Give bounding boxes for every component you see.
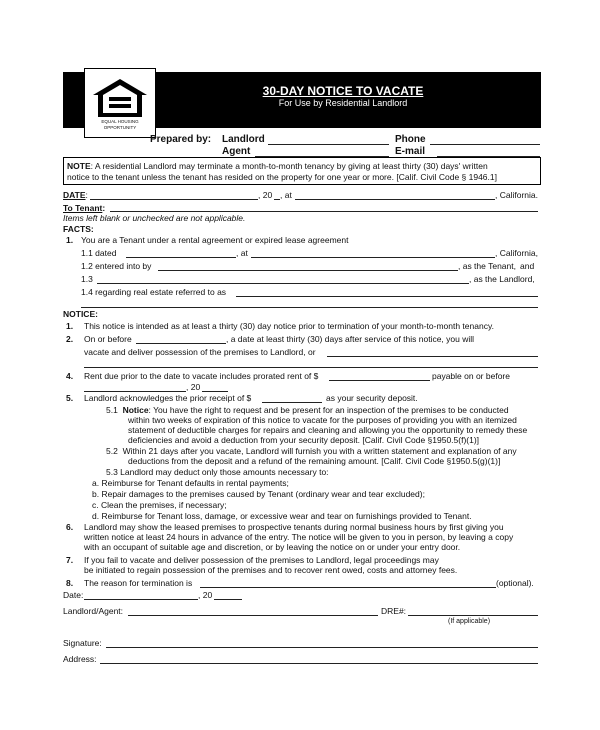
deduction-d: d. Reimburse for Tenant loss, damage, or excessive wear and tear on furnishings provided to Tenant.	[92, 511, 472, 521]
date-at-label: , at	[280, 190, 292, 200]
notice-2-text-c: vacate and deliver possession of the premises to Landlord, or	[84, 347, 316, 357]
prorated-rent-field[interactable]	[329, 380, 430, 381]
logo-text: EQUAL HOUSING OPPORTUNITY	[101, 119, 139, 130]
notice-5-3: 5.3 Landlord may deduct only those amounts necessary to:	[106, 467, 329, 477]
facts-at-field[interactable]	[251, 257, 495, 258]
notice-5-number: 5.	[66, 393, 74, 403]
optional-label: (optional).	[496, 578, 534, 588]
notice-7-number: 7.	[66, 555, 74, 565]
prorated-year-field[interactable]	[202, 391, 228, 392]
sign-year-field[interactable]	[214, 599, 242, 600]
phone-field[interactable]	[430, 144, 540, 145]
facts-1-2-label: 1.2 entered into by	[81, 261, 152, 271]
notice-5-text-b: as your security deposit.	[326, 393, 418, 403]
facts-1-1-california: , California,	[495, 248, 538, 258]
landlord-agent-field[interactable]	[128, 615, 378, 616]
address-field[interactable]	[100, 663, 538, 664]
form-subtitle: For Use by Residential Landlord	[278, 98, 408, 108]
notice-7-line-2: be initiated to regain possession of the premises and to recover rent owed, costs and attorney fees.	[84, 565, 458, 575]
prorated-due-field[interactable]	[84, 391, 186, 392]
date-label: DATE	[63, 190, 86, 200]
sign-date-field[interactable]	[84, 599, 198, 600]
notice-5-2-line-2	[128, 456, 500, 466]
facts-1-1-at: , at	[236, 248, 248, 258]
note-label: NOTE	[67, 161, 91, 171]
form-title: 30-DAY NOTICE TO VACATE	[262, 84, 424, 98]
notice-6-line-2: written notice at least 24 hours in advance of the entry. The notice will be given to you in person, by leaving a copy	[84, 532, 514, 542]
facts-dated-field[interactable]	[126, 257, 236, 258]
notice-4-text-c: , 20	[186, 382, 201, 392]
signature-label: Signature:	[63, 638, 102, 648]
equal-housing-icon	[85, 73, 155, 121]
prepared-by-label: Prepared by:	[150, 134, 212, 145]
equal-housing-logo	[84, 68, 156, 138]
notice-4-text-a: Rent due prior to the date to vacate includes prorated rent of $	[84, 371, 319, 381]
notice-8-text: The reason for termination is	[84, 578, 193, 588]
signature-field[interactable]	[106, 647, 538, 648]
notice-1-number: 1.	[66, 321, 74, 331]
notice-1-text: This notice is intended as at least a thirty (30) day notice prior to termination of your month-to-month tenancy.	[84, 321, 494, 331]
notice-5-1-line-2: within two weeks of expiration of this notice to vacate for the purposes of providing you with an itemized	[128, 415, 517, 425]
notice-7-line-1: If you fail to vacate and deliver possession of the premises to Landlord, legal proceedings may	[84, 555, 439, 565]
facts-heading: FACTS:	[63, 224, 94, 234]
facts-1-2-and: and	[520, 261, 535, 271]
notice-8-number: 8.	[66, 578, 74, 588]
facts-1-1-label: 1.1 dated	[81, 248, 117, 258]
notice-2-number: 2.	[66, 334, 74, 344]
notice-5-1-line-3: statement of deductible charges for repairs and cleaning and allowing you the opportunity to remedy these	[128, 425, 528, 435]
landlord-label: Landlord	[222, 134, 265, 145]
facts-1-4-label: 1.4 regarding real estate referred to as	[81, 287, 227, 297]
tenant-label: To Tenant	[63, 203, 103, 213]
facts-tenant-field[interactable]	[158, 270, 458, 271]
date-line: DATE:	[63, 190, 88, 200]
note-line-2: notice to the tenant unless the tenant has resided on the property for one year or more. [Calif. Civil Code § 1946.1]	[67, 172, 497, 182]
notice-5-text-a: Landlord acknowledges the prior receipt of $	[84, 393, 252, 403]
vacate-other-field[interactable]	[327, 356, 538, 357]
vacate-other-field-2[interactable]	[84, 367, 538, 368]
notice-6-line-1: Landlord may show the leased premises to prospective tenants during normal business hours by first giving you	[84, 522, 504, 532]
notice-5-1-line-4: deficiencies and avoid a deduction from your security deposit. [Calif. Civil Code §1950.5(f)(1)]	[128, 435, 480, 445]
notice-2-text-b: , a date at least thirty (30) days after service of this notice, you will	[226, 334, 475, 344]
notice-5-1-number: 5.1	[106, 405, 118, 415]
sign-date-label: Date:	[63, 590, 84, 600]
tenant-line: To Tenant:	[63, 203, 106, 213]
deduction-a: a. Reimburse for Tenant defaults in rental payments;	[92, 478, 289, 488]
notice-5-2-text-1: Within 21 days after you vacate, Landlord will furnish you with a written statement and explanation of any	[122, 446, 517, 456]
note-text-1: : A residential Landlord may terminate a month-to-month tenancy by giving at least thirty (30) days' written	[90, 161, 488, 171]
notice-5-2-text-2a: deductions from the deposit and a refund of the remaining amount.	[128, 456, 379, 466]
notice-4-number: 4.	[66, 371, 74, 381]
tenant-field[interactable]	[110, 211, 538, 212]
date-california-label: , California.	[495, 190, 538, 200]
notice-5-1-text-1: : You have the right to request and be present for an inspection of the premises to be conducted	[148, 405, 509, 415]
notice-5-2-text-2b: [Calif. Civil Code §1950.5(g)(1)]	[381, 456, 501, 466]
notice-5-2-number: 5.2	[106, 446, 118, 456]
address-label: Address:	[63, 654, 97, 664]
date-year-label: , 20	[258, 190, 273, 200]
deduction-b: b. Repair damages to the premises caused by Tenant (ordinary wear and tear excluded);	[92, 489, 425, 499]
notice-5-1-line-1	[106, 405, 509, 415]
facts-1-3-landlord: , as the Landlord,	[469, 274, 535, 284]
note-line-1	[67, 161, 488, 171]
landlord-agent-label: Landlord/Agent:	[63, 606, 124, 616]
notice-6-number: 6.	[66, 522, 74, 532]
blank-items-note: Items left blank or unchecked are not applicable.	[63, 213, 246, 223]
if-applicable-note: (If applicable)	[448, 618, 491, 625]
landlord-field[interactable]	[268, 144, 389, 145]
facts-real-estate-field-2[interactable]	[81, 307, 538, 308]
facts-1-text: You are a Tenant under a rental agreement or expired lease agreement	[81, 235, 349, 245]
notice-6-line-3: with an occupant of suitable age and discretion, or by leaving the notice on or under your entry door.	[84, 542, 461, 552]
notice-5-1-label: Notice	[122, 405, 149, 415]
deduction-c: c. Clean the premises, if necessary;	[92, 500, 227, 510]
sign-year-label: , 20	[198, 590, 213, 600]
notice-heading: NOTICE:	[63, 309, 98, 319]
agent-label: Agent	[222, 146, 251, 157]
termination-reason-field[interactable]	[200, 587, 496, 588]
dre-field[interactable]	[408, 615, 538, 616]
dre-label: DRE#:	[381, 606, 407, 616]
phone-label: Phone	[395, 134, 426, 145]
facts-1-2-tenant: , as the Tenant,	[458, 261, 516, 271]
security-deposit-line[interactable]	[262, 402, 322, 403]
facts-landlord-field[interactable]	[97, 283, 469, 284]
facts-real-estate-field[interactable]	[236, 296, 538, 297]
notice-4-text-b: payable on or before	[432, 371, 510, 381]
email-label: E-mail	[395, 146, 426, 157]
date-field[interactable]	[90, 199, 258, 200]
vacate-date-field[interactable]	[136, 343, 226, 344]
notice-5-2-line-1	[106, 446, 517, 456]
notice-2-text-a: On or before	[84, 334, 132, 344]
facts-1-number: 1.	[66, 235, 74, 245]
date-at-field[interactable]	[295, 199, 495, 200]
facts-1-3-label: 1.3	[81, 274, 93, 284]
